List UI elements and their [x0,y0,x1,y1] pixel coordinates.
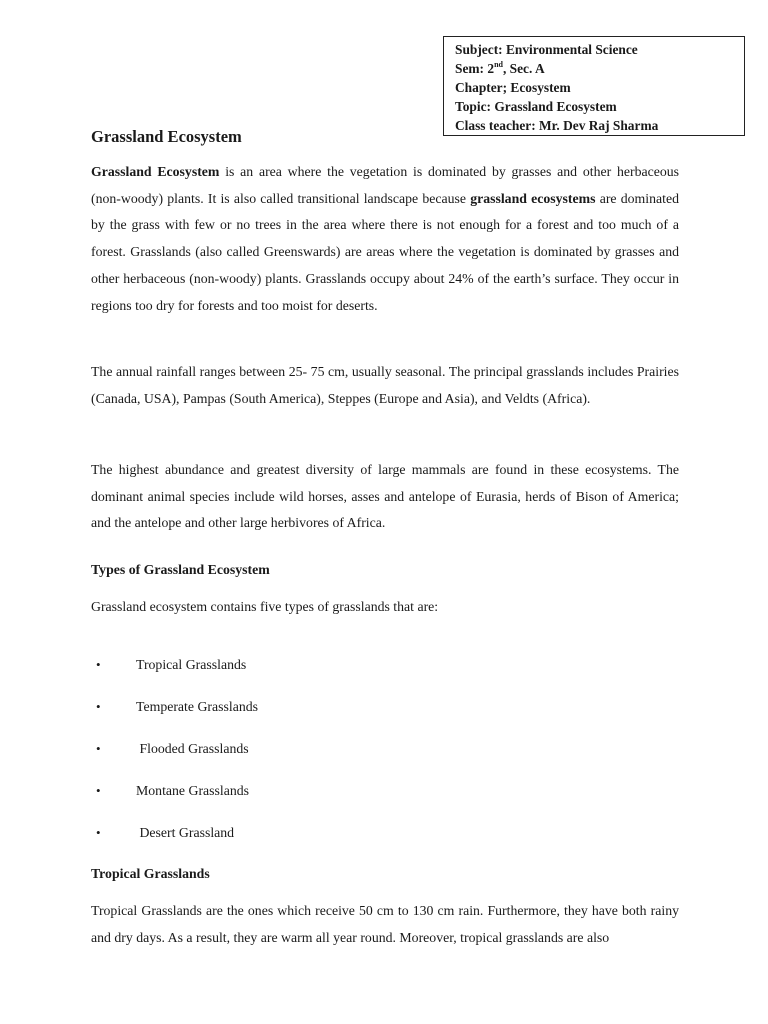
chapter-line: Chapter; Ecosystem [455,80,571,95]
types-heading: Types of Grassland Ecosystem [91,562,270,577]
intro-paragraph [91,159,679,319]
list-item-label: Tropical Grasslands [136,657,247,672]
list-item-label: Montane Grasslands [136,783,250,798]
semester-suffix: , Sec. A [502,61,545,76]
intro-bold-term-1: Grassland Ecosystem [91,164,220,179]
class-teacher-line: Class teacher: Mr. Dev Raj Sharma [455,118,659,133]
semester-superscript: nd [494,59,503,69]
intro-text-1: is an area where the vegetation is dominated by grasses and other herbaceous (non-woody) plants. It is also called transitional landscape because [91,164,680,206]
semester-prefix: Sem: 2 [455,61,495,76]
bullet-icon: • [96,783,101,798]
list-item-label: Flooded Grasslands [136,741,249,756]
semester-line [455,59,744,78]
intro-text-2: are dominated by the grass with few or no trees in the area where there is not enough for a forest and too much of a forest. Grasslands (also called Greenswards) are areas where the vegetation is dominated by grasses and other herbaceous (non-woody) plants. Grasslands occupy about 24% of the earth’s surface. They occur in regions too dry for forests and too moist for deserts. [91,190,679,313]
bullet-icon: • [96,657,101,672]
bullet-icon: • [96,699,101,714]
topic-line: Topic: Grassland Ecosystem [455,99,617,114]
list-item-label: Desert Grassland [136,825,235,840]
mammals-paragraph: The highest abundance and greatest diversity of large mammals are found in these ecosystems. The dominant animal species include wild horses, asses and antelope of Eurasia, herds of Bison of America; and the antelope and other large herbivores of Africa. [91,462,679,531]
bullet-icon: • [96,741,101,756]
list-item-label: Temperate Grasslands [136,699,259,714]
bullet-icon: • [96,825,101,840]
tropical-grasslands-heading: Tropical Grasslands [91,866,210,881]
intro-bold-term-2: grassland ecosystems [470,190,596,206]
subject-info-box [443,36,745,136]
subject-line: Subject: Environmental Science [455,42,638,57]
rainfall-paragraph: The annual rainfall ranges between 25- 75 cm, usually seasonal. The principal grasslands includes Prairies (Canada, USA), Pampas (South America), Steppes (Europe and Asia), and Veldts (Africa). [91,364,679,406]
types-intro-paragraph: Grassland ecosystem contains five types of grasslands that are: [91,599,439,614]
tropical-paragraph: Tropical Grasslands are the ones which receive 50 cm to 130 cm rain. Furthermore, they have both rainy and dry days. As a result, they are warm all year round. Moreover, tropical grasslands are also [91,903,679,945]
document-title: Grassland Ecosystem [91,127,242,146]
